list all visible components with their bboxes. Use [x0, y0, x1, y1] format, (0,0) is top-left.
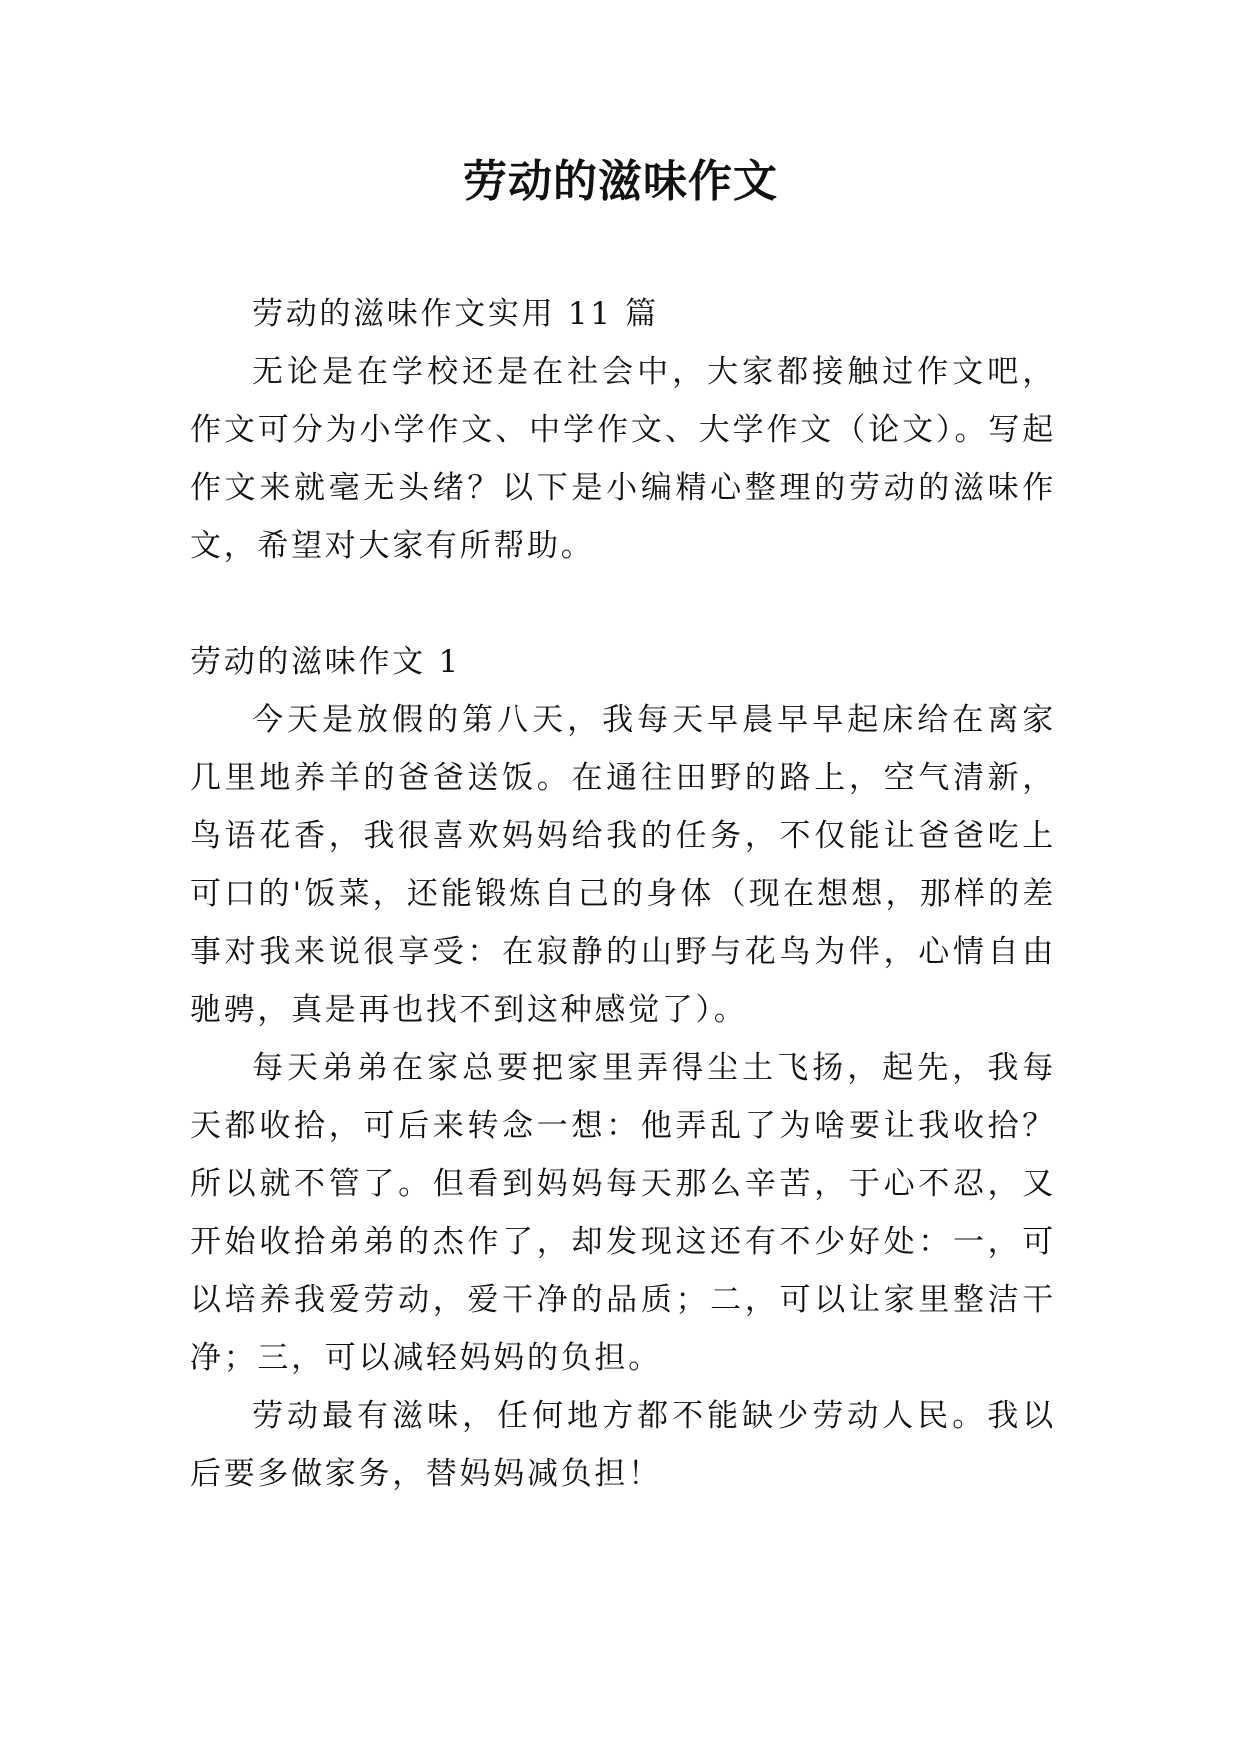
document-subtitle: 劳动的滋味作文实用 11 篇 — [252, 296, 659, 332]
body-paragraph-1: 今天是放假的第八天，我每天早晨早早起床给在离家几里地养羊的爸爸送饭。在通往田野的路上，空气清新，鸟语花香，我很喜欢妈妈给我的任务，不仅能让爸爸吃上可口的'饭菜，还能锻炼自己的身体（现在想想，那样的差事对我来说很享受：在寂静的山野与花鸟为伴，心情自由驰骋，真是再也找不到这种感觉了）。 — [190, 702, 1056, 1028]
intro-paragraph: 无论是在学校还是在社会中，大家都接触过作文吧，作文可分为小学作文、中学作文、大学作文（论文）。写起作文来就毫无头绪？以下是小编精心整理的劳动的滋味作文，希望对大家有所帮助。 — [190, 354, 1056, 564]
body-paragraph-3: 劳动最有滋味，任何地方都不能缺少劳动人民。我以后要多做家务，替妈妈减负担！ — [190, 1398, 1056, 1492]
document-body — [190, 285, 1056, 1503]
document-title: 劳动的滋味作文 — [463, 156, 778, 207]
section-heading: 劳动的滋味作文 1 — [190, 644, 461, 680]
body-paragraph-2: 每天弟弟在家总要把家里弄得尘土飞扬，起先，我每天都收拾，可后来转念一想：他弄乱了为啥要让我收拾？所以就不管了。但看到妈妈每天那么辛苦，于心不忍，又开始收拾弟弟的杰作了，却发现这还有不少好处：一，可以培养我爱劳动，爱干净的品质；二，可以让家里整洁干净；三，可以减轻妈妈的负担。 — [190, 1050, 1056, 1376]
